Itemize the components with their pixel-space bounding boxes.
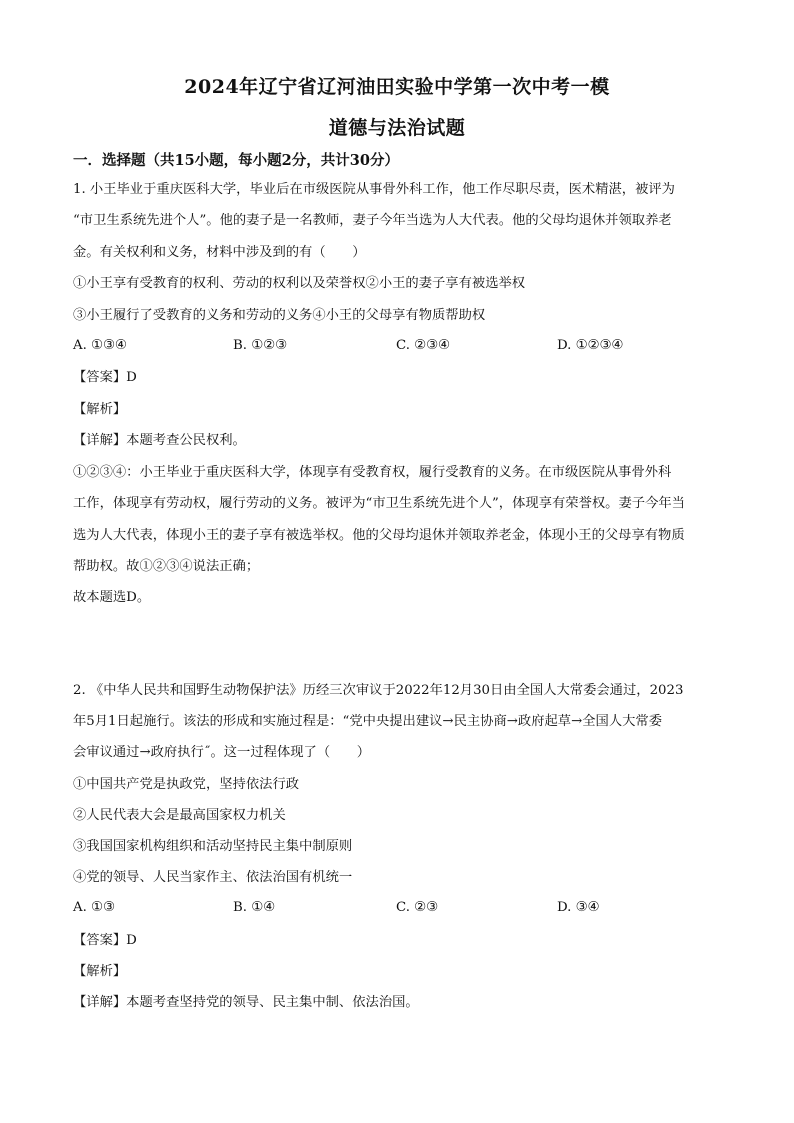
q2-option-a: A. ①③	[73, 900, 115, 915]
q1-option-a: A. ①③④	[73, 338, 127, 353]
q2-statement-2: ②人民代表大会是最高国家权力机关	[73, 808, 286, 823]
q1-explanation-line-1: ①②③④：小王毕业于重庆医科大学，体现享有受教育权，履行受教育的义务。在市级医院从事骨外科	[73, 465, 672, 480]
q2-option-d: D. ③④	[557, 900, 600, 915]
q2-answer: 【答案】D	[73, 933, 137, 948]
q1-explanation-line-2: 工作，体现享有劳动权，履行劳动的义务。被评为“市卫生系统先进个人”，体现享有荣誉权。妻子今年当	[73, 496, 685, 511]
q1-answer: 【答案】D	[73, 370, 137, 385]
q1-stem-line-1: 1. 小王毕业于重庆医科大学，毕业后在市级医院从事骨外科工作，他工作尽职尽责，医术精湛，被评为	[73, 182, 675, 197]
q1-detail: 【详解】本题考查公民权利。	[73, 433, 246, 448]
q1-option-c: C. ②③④	[396, 338, 450, 353]
q2-statement-1: ①中国共产党是执政党，坚持依法行政	[73, 777, 300, 792]
q1-stem-line-2: “市卫生系统先进个人”。他的妻子是一名教师，妻子今年当选为人大代表。他的父母均退休并领取养老	[73, 213, 672, 228]
q2-analysis-label: 【解析】	[73, 964, 127, 979]
exam-subject: 道德与法治试题	[328, 117, 466, 139]
q1-option-b: B. ①②③	[233, 338, 287, 353]
q1-analysis-label: 【解析】	[73, 402, 127, 417]
q1-explanation-line-5: 故本题选D。	[73, 590, 151, 605]
q1-explanation-line-4: 帮助权。故①②③④说法正确；	[73, 559, 260, 574]
q2-stem-line-1: 2. 《中华人民共和国野生动物保护法》历经三次审议于2022年12月30日由全国人大常委会通过，2023	[73, 683, 684, 698]
q2-statement-4: ④党的领导、人民当家作主、依法治国有机统一	[73, 870, 353, 885]
q2-detail: 【详解】本题考查坚持党的领导、民主集中制、依法治国。	[73, 995, 419, 1010]
section-heading: 一．选择题（共15小题，每小题2分，共计30分）	[73, 152, 399, 169]
q2-option-c: C. ②③	[396, 900, 438, 915]
q1-statement-1: ①小王享有受教育的权利、劳动的权利以及荣誉权②小王的妻子享有被选举权	[73, 276, 526, 291]
q2-stem-line-3: 会审议通过→政府执行˝。这一过程体现了（ ）	[73, 745, 371, 760]
q1-stem-line-3: 金。有关权利和义务，材料中涉及到的有（ ）	[73, 245, 366, 260]
q2-statement-3: ③我国国家机构组织和活动坚持民主集中制原则	[73, 839, 353, 854]
q2-stem-line-2: 年5月1日起施行。该法的形成和实施过程是：“党中央提出建议→民主协商→政府起草→全国人大常委	[73, 714, 663, 729]
exam-title: 2024年辽宁省辽河油田实验中学第一次中考一模	[184, 76, 610, 98]
q1-statement-2: ③小王履行了受教育的义务和劳动的义务④小王的父母享有物质帮助权	[73, 308, 486, 323]
q1-explanation-line-3: 选为人大代表，体现小王的妻子享有被选举权。他的父母均退休并领取养老金，体现小王的父母享有物质	[73, 528, 685, 543]
q2-option-b: B. ①④	[233, 900, 276, 915]
q1-option-d: D. ①②③④	[557, 338, 624, 353]
